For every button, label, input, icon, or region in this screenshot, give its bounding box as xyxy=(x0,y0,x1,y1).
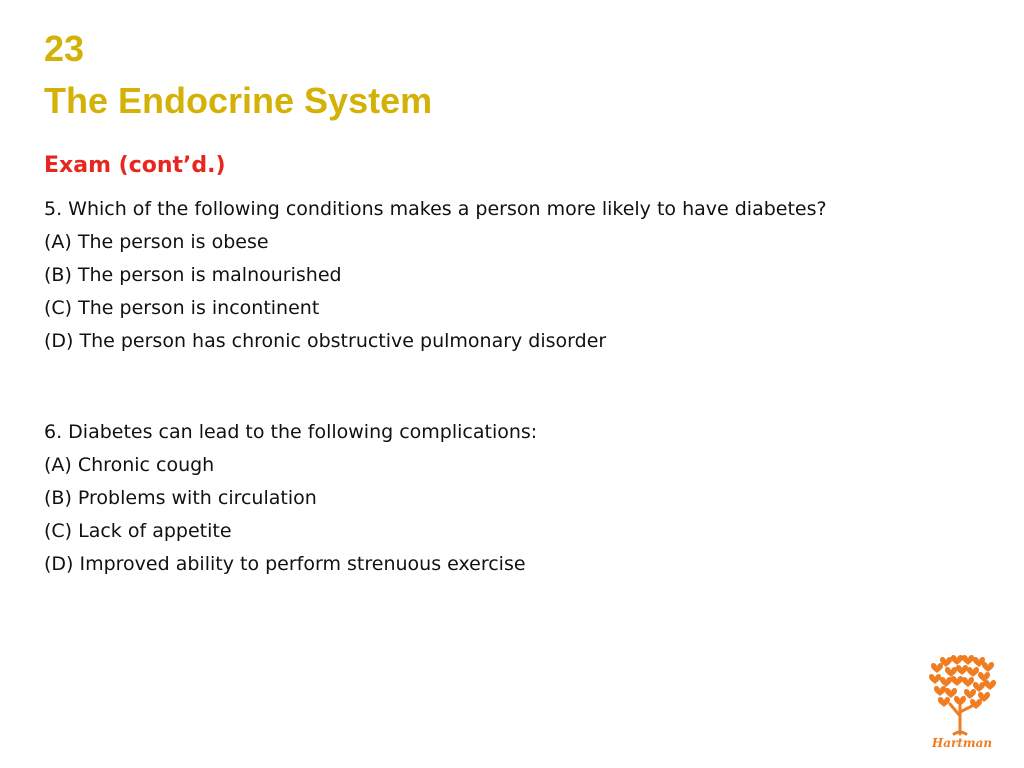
question-stem: 5. Which of the following conditions makes a person more likely to have diabetes? xyxy=(44,198,827,220)
chapter-title: The Endocrine System xyxy=(44,80,433,121)
hartman-logo xyxy=(926,654,998,754)
answer-option-b: (B) Problems with circulation xyxy=(44,487,317,509)
question-stem: 6. Diabetes can lead to the following complications: xyxy=(44,421,538,443)
answer-option-a: (A) The person is obese xyxy=(44,231,269,253)
answer-option-d: (D) Improved ability to perform strenuous exercise xyxy=(44,553,526,575)
answer-option-c: (C) The person is incontinent xyxy=(44,297,320,319)
heart-tree-icon xyxy=(926,654,998,736)
logo-wordmark: Hartman xyxy=(931,736,993,750)
answer-option-d: (D) The person has chronic obstructive pulmonary disorder xyxy=(44,330,607,352)
answer-option-a: (A) Chronic cough xyxy=(44,454,215,476)
question-5 xyxy=(44,196,944,361)
answer-option-c: (C) Lack of appetite xyxy=(44,520,232,542)
chapter-number: 23 xyxy=(44,28,85,69)
answer-option-b: (B) The person is malnourished xyxy=(44,264,342,286)
question-6 xyxy=(44,419,944,584)
section-heading: Exam (cont’d.) xyxy=(44,153,226,178)
